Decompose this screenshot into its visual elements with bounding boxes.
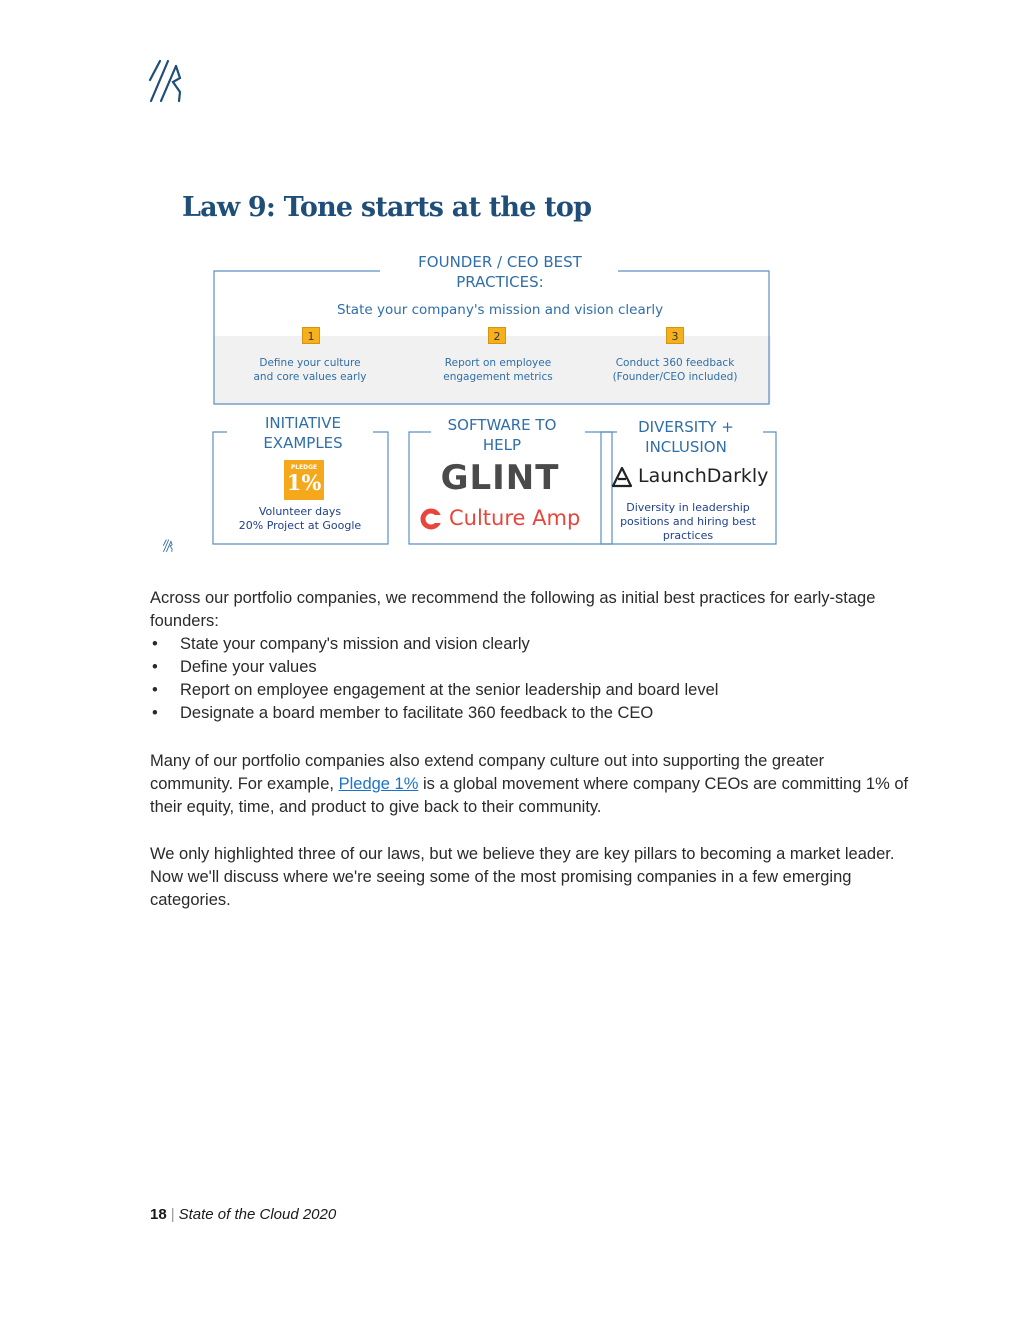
list-item: • State your company's mission and vision clearly [150,633,910,656]
launchdarkly-icon [610,465,634,489]
launchdarkly-logo [610,464,770,492]
community-paragraph [150,750,910,819]
glint-logo: GLINT [440,458,560,498]
cultureamp-icon [420,508,442,530]
page-number: 18 [150,1206,167,1223]
step-badge-1: 1 [302,327,320,344]
pledge-link[interactable]: Pledge 1% [338,775,419,793]
initiative-caption-2: 20% Project at Google [238,519,362,532]
best-practices-list [150,633,910,725]
initiative-caption-1: Volunteer days [258,505,342,518]
cultureamp-logo [420,506,590,534]
software-heading: SOFTWARE TO HELP [447,416,557,454]
founder-heading: FOUNDER / CEO BEST PRACTICES: [418,253,582,291]
tone-figure [0,0,1020,580]
diversity-heading: DIVERSITY + INCLUSION [638,418,734,456]
page-title: Law 9: Tone starts at the top [182,192,592,223]
step-text-3: Conduct 360 feedback (Founder/CEO included) [612,357,738,383]
pledge-logo-small: PLEDGE [290,464,318,471]
intro-paragraph: Across our portfolio companies, we recommend the following as initial best practices for early-stage founders: [150,589,876,630]
mission-text: State your company's mission and vision clearly [336,302,664,318]
page-footer [150,1206,336,1223]
launchdarkly-text: LaunchDarkly [638,465,769,487]
pledge-logo [284,460,324,500]
community-text-end: is a global movement where company CEOs are committing 1% of their equity, time, and product to give back to their community. [150,775,909,816]
initiative-heading: INITIATIVE EXAMPLES [263,414,343,452]
list-item: • Designate a board member to facilitate 360 feedback to the CEO [150,702,910,725]
publication-name: State of the Cloud 2020 [178,1206,337,1223]
small-brand-icon [161,539,175,553]
step-text-2: Report on employee engagement metrics [443,357,553,383]
pledge-logo-big: 1% [286,470,322,495]
step-text-1: Define your culture and core values early [253,357,367,383]
list-item: • Report on employee engagement at the senior leadership and board level [150,679,910,702]
community-text-start: Many of our portfolio companies also extend company culture out into supporting the greater community. For example, [150,752,825,793]
cultureamp-text: Culture Amp [449,506,581,530]
footer-separator: | [170,1206,175,1223]
step-badge-2: 2 [488,327,506,344]
closing-paragraph: We only highlighted three of our laws, but we believe they are key pillars to becoming a market leader. Now we'll discuss where we're seeing some of the most promising companies in a few emerging categories. [150,845,895,909]
step-badge-3: 3 [666,327,684,344]
diversity-caption: Diversity in leadership positions and hiring best practices [620,501,756,542]
list-item: • Define your values [150,656,910,679]
